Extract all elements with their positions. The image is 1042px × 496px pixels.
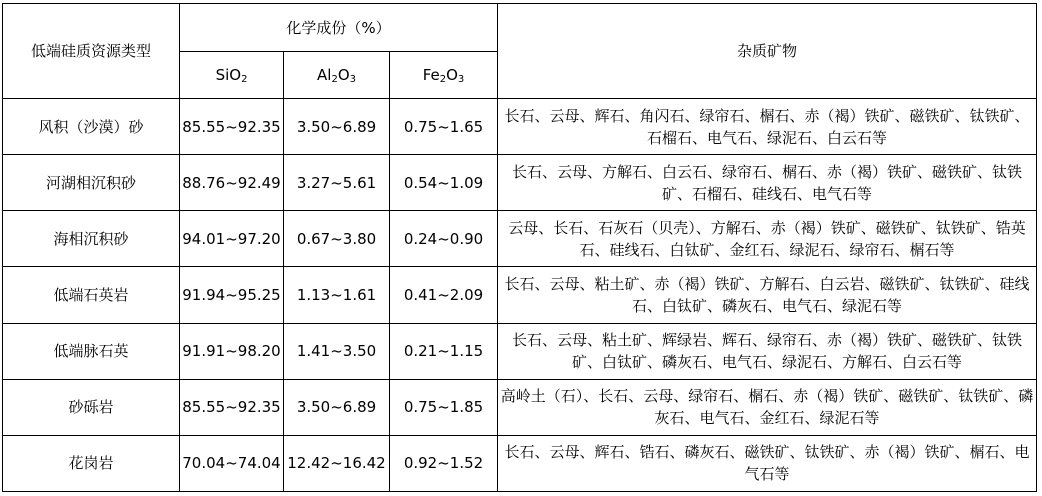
fe2o3-cell: 0.41~2.09	[390, 267, 498, 323]
impurity-minerals-cell: 长石、云母、辉石、角闪石、绿帘石、榍石、赤（褐）铁矿、磁铁矿、钛铁矿、石榴石、电气石、绿泥石、白云石等	[498, 99, 1037, 155]
type-column-header: 低端硅质资源类型	[3, 4, 180, 99]
fe2o3-cell: 0.75~1.65	[390, 99, 498, 155]
sio2-cell: 70.04~74.04	[180, 435, 284, 491]
al2o3-cell: 1.13~1.61	[284, 267, 390, 323]
fe2o3-cell: 0.24~0.90	[390, 211, 498, 267]
resource-type-cell: 风积（沙漠）砂	[3, 99, 180, 155]
al2o3-cell: 1.41~3.50	[284, 323, 390, 379]
impurity-minerals-cell: 长石、云母、方解石、白云石、绿帘石、榍石、赤（褐）铁矿、磁铁矿、钛铁矿、石榴石、硅线石、电气石等	[498, 155, 1037, 211]
impurity-minerals-cell: 长石、云母、辉石、锆石、磷灰石、磁铁矿、钛铁矿、赤（褐）铁矿、榍石、电气石等	[498, 435, 1037, 491]
impurity-minerals-cell: 云母、长石、石灰石（贝壳）、方解石、赤（褐）铁矿、磁铁矿、钛铁矿、锆英石、硅线石、白钛矿、金红石、绿泥石、绿帘石、榍石等	[498, 211, 1037, 267]
table-row	[3, 267, 1037, 323]
table-row	[3, 379, 1037, 435]
al2o3-cell: 0.67~3.80	[284, 211, 390, 267]
al2o3-cell: 3.27~5.61	[284, 155, 390, 211]
resource-type-cell: 花岗岩	[3, 435, 180, 491]
resource-type-cell: 低端石英岩	[3, 267, 180, 323]
sio2-cell: 88.76~92.49	[180, 155, 284, 211]
resource-type-cell: 砂砾岩	[3, 379, 180, 435]
fe2o3-column-header: $Fe_2O_3$	[390, 52, 498, 99]
al2o3-cell: 12.42~16.42	[284, 435, 390, 491]
fe2o3-cell: 0.21~1.15	[390, 323, 498, 379]
sio2-cell: 85.55~92.35	[180, 379, 284, 435]
header-row-1	[3, 4, 1037, 52]
composition-group-header: 化学成份（%）	[180, 4, 498, 52]
sio2-cell: 85.55~92.35	[180, 99, 284, 155]
silica-resources-table	[2, 3, 1037, 492]
al2o3-column-header: $Al_2O_3$	[284, 52, 390, 99]
table-row	[3, 99, 1037, 155]
table-row	[3, 435, 1037, 491]
sio2-column-header: SiO$_2$	[180, 52, 284, 99]
table-row	[3, 155, 1037, 211]
table-row	[3, 211, 1037, 267]
al2o3-cell: 3.50~6.89	[284, 379, 390, 435]
resource-type-cell: 低端脉石英	[3, 323, 180, 379]
impurity-minerals-cell: 长石、云母、粘土矿、赤（褐）铁矿、方解石、白云岩、磁铁矿、钛铁矿、硅线石、白钛矿、磷灰石、电气石、绿泥石等	[498, 267, 1037, 323]
impurity-minerals-cell: 长石、云母、粘土矿、辉绿岩、辉石、绿帘石、赤（褐）铁矿、磁铁矿、钛铁矿、白钛矿、磷灰石、电气石、绿泥石、方解石、白云石等	[498, 323, 1037, 379]
fe2o3-cell: 0.92~1.52	[390, 435, 498, 491]
sio2-cell: 94.01~97.20	[180, 211, 284, 267]
sio2-cell: 91.91~98.20	[180, 323, 284, 379]
impurity-minerals-cell: 高岭土（石）、长石、云母、绿帘石、榍石、赤（褐）铁矿、磁铁矿、钛铁矿、磷灰石、电气石、金红石、绿泥石等	[498, 379, 1037, 435]
table-row	[3, 323, 1037, 379]
fe2o3-cell: 0.54~1.09	[390, 155, 498, 211]
minerals-column-header: 杂质矿物	[498, 4, 1037, 99]
fe2o3-cell: 0.75~1.85	[390, 379, 498, 435]
sio2-cell: 91.94~95.25	[180, 267, 284, 323]
al2o3-cell: 3.50~6.89	[284, 99, 390, 155]
resource-type-cell: 海相沉积砂	[3, 211, 180, 267]
resource-type-cell: 河湖相沉积砂	[3, 155, 180, 211]
